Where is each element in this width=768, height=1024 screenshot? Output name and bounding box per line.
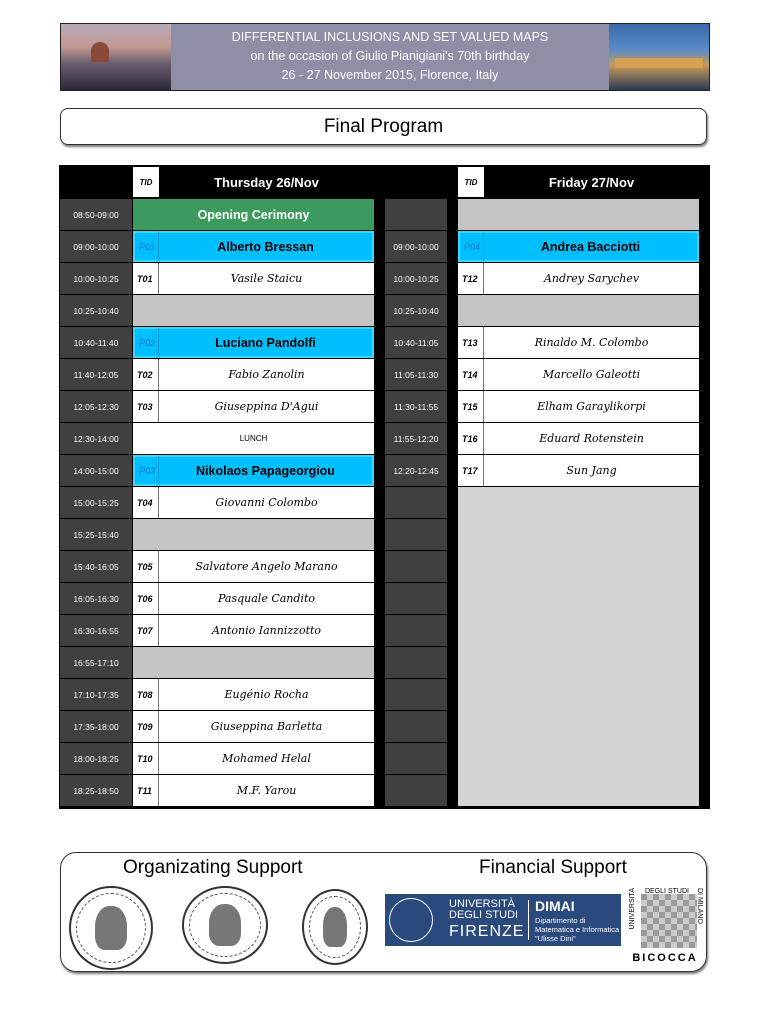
dimai-sub3: "Ulisse Dini" <box>535 934 576 943</box>
talk-id: T09 <box>133 711 159 742</box>
coffee-break <box>458 199 699 230</box>
time-slot-thursday: 08:50-09:00 <box>60 199 132 230</box>
bicocca-logo <box>629 888 701 966</box>
talk-id: T04 <box>133 487 159 518</box>
time-slot-friday: 09:00-10:00 <box>385 231 447 262</box>
time-slot-thursday: 17:10-17:35 <box>60 679 132 710</box>
talk-id: T17 <box>458 455 484 486</box>
time-slot-thursday: 12:30-14:00 <box>60 423 132 454</box>
bicocca-emblem-icon <box>641 894 697 948</box>
time-slot-friday: 11:05-11:30 <box>385 359 447 390</box>
time-slot-thursday: 10:25-10:40 <box>60 295 132 326</box>
unifi-line3: FIRENZE <box>449 923 525 940</box>
conference-banner <box>60 23 710 91</box>
siena-seal-icon <box>302 889 368 965</box>
time-slot-thursday: 17:35-18:00 <box>60 711 132 742</box>
talk-id: T02 <box>133 359 159 390</box>
dimai-sub2: Matematica e Informatica <box>535 925 620 934</box>
talk-speaker: Salvatore Angelo Marano <box>159 551 374 582</box>
talk-id: T01 <box>133 263 159 294</box>
talk-id: T10 <box>133 743 159 774</box>
bicocca-text-a: UNIVERSITA <box>629 888 636 930</box>
organizing-support-heading: Organizating Support <box>123 857 303 878</box>
tid-header-thursday: TID <box>133 167 159 197</box>
dimai-sub1: Dipartimento di <box>535 916 586 925</box>
talk-speaker: Pasquale Candito <box>159 583 374 614</box>
opening-ceremony: Opening Cerimony <box>133 199 374 230</box>
talk-id: P02 <box>133 327 159 358</box>
talk-id: T12 <box>458 263 484 294</box>
talk-id: T16 <box>458 423 484 454</box>
page-title: Final Program <box>60 108 707 145</box>
coffee-break <box>133 519 374 550</box>
talk-speaker: Marcello Galeotti <box>484 359 699 390</box>
time-slot-friday <box>385 615 447 646</box>
time-slot-friday <box>385 743 447 774</box>
talk-id: T03 <box>133 391 159 422</box>
time-slot-thursday: 10:40-11:40 <box>60 327 132 358</box>
support-box <box>60 852 707 972</box>
tid-header-friday: TID <box>458 167 484 197</box>
time-slot-thursday: 16:55-17:10 <box>60 647 132 678</box>
time-slot-thursday: 16:05-16:30 <box>60 583 132 614</box>
banner-subtitle: on the occasion of Giulio Pianigiani's 70th birthday <box>250 49 530 63</box>
time-slot-friday: 10:40-11:05 <box>385 327 447 358</box>
unifi-line2: DEGLI STUDI <box>449 909 519 921</box>
time-slot-friday: 12:20-12:45 <box>385 455 447 486</box>
time-slot-thursday: 15:00-15:25 <box>60 487 132 518</box>
financial-support-heading: Financial Support <box>479 857 627 878</box>
logo-divider <box>528 900 529 940</box>
lunch-break: LUNCH <box>133 423 374 454</box>
time-slot-thursday: 18:00-18:25 <box>60 743 132 774</box>
banner-date: 26 - 27 November 2015, Florence, Italy <box>281 68 499 82</box>
bicocca-text-c: DI MILANO <box>696 888 703 924</box>
time-slot-friday: 11:55-12:20 <box>385 423 447 454</box>
talk-id: T13 <box>458 327 484 358</box>
plenary-speaker: Nikolaos Papageorgiou <box>159 455 374 486</box>
time-slot-thursday: 16:30-16:55 <box>60 615 132 646</box>
time-slot-friday <box>385 583 447 614</box>
schedule-table <box>59 165 710 809</box>
plenary-speaker: Alberto Bressan <box>159 231 374 262</box>
talk-speaker: M.F. Yarou <box>159 775 374 806</box>
plenary-speaker: Andrea Bacciotti <box>484 231 699 262</box>
time-slot-thursday: 10:00-10:25 <box>60 263 132 294</box>
florence-studium-seal-icon <box>182 886 268 964</box>
time-slot-thursday: 18:25-18:50 <box>60 775 132 806</box>
talk-speaker: Eugénio Rocha <box>159 679 374 710</box>
talk-speaker: Elham Garaylikorpi <box>484 391 699 422</box>
time-slot-friday <box>385 551 447 582</box>
talk-speaker: Giuseppina D'Agui <box>159 391 374 422</box>
time-slot-friday <box>385 647 447 678</box>
banner-title: DIFFERENTIAL INCLUSIONS AND SET VALUED MAPS <box>231 30 549 44</box>
time-slot-friday <box>385 775 447 806</box>
talk-id: P01 <box>133 231 159 262</box>
time-slot-friday: 11:30-11:55 <box>385 391 447 422</box>
talk-id: P04 <box>458 231 484 262</box>
talk-id: T11 <box>133 775 159 806</box>
ponte-vecchio-image <box>609 24 709 90</box>
day-header-friday: Friday 27/Nov <box>548 174 635 190</box>
time-slot-friday <box>385 711 447 742</box>
bicocca-text-b: DEGLI STUDI <box>645 888 689 895</box>
talk-speaker: Eduard Rotenstein <box>484 423 699 454</box>
friday-empty-area <box>458 487 699 806</box>
time-slot-friday <box>385 199 447 230</box>
talk-speaker: Rinaldo M. Colombo <box>484 327 699 358</box>
time-slot-thursday: 15:40-16:05 <box>60 551 132 582</box>
unifi-line1: UNIVERSITÀ <box>449 898 516 910</box>
talk-id: T15 <box>458 391 484 422</box>
unifi-dimai-logo <box>385 894 621 946</box>
talk-id: T07 <box>133 615 159 646</box>
time-slot-thursday: 09:00-10:00 <box>60 231 132 262</box>
time-slot-friday <box>385 487 447 518</box>
day-header-thursday: Thursday 26/Nov <box>214 174 319 190</box>
talk-speaker: Giovanni Colombo <box>159 487 374 518</box>
time-slot-friday: 10:25-10:40 <box>385 295 447 326</box>
talk-speaker: Fabio Zanolin <box>159 359 374 390</box>
time-slot-thursday: 14:00-15:00 <box>60 455 132 486</box>
coffee-break <box>133 647 374 678</box>
talk-id: T06 <box>133 583 159 614</box>
talk-speaker: Antonio Iannizzotto <box>159 615 374 646</box>
talk-speaker: Andrey Sarychev <box>484 263 699 294</box>
talk-id: T05 <box>133 551 159 582</box>
coffee-break <box>458 295 699 326</box>
time-slot-thursday: 12:05-12:30 <box>60 391 132 422</box>
talk-id: T08 <box>133 679 159 710</box>
dimai-title: DIMAI <box>535 898 575 914</box>
talk-id: P03 <box>133 455 159 486</box>
talk-id: T14 <box>458 359 484 390</box>
talk-speaker: Sun Jang <box>484 455 699 486</box>
time-slot-thursday: 15:25-15:40 <box>60 519 132 550</box>
florence-skyline-image <box>61 24 171 90</box>
unifi-emblem-icon <box>389 898 433 942</box>
talk-speaker: Mohamed Helal <box>159 743 374 774</box>
time-slot-friday: 10:00-10:25 <box>385 263 447 294</box>
time-slot-friday <box>385 519 447 550</box>
banner-text <box>171 28 609 85</box>
time-slot-friday <box>385 679 447 710</box>
university-seal-icon <box>69 886 153 970</box>
coffee-break <box>133 295 374 326</box>
talk-speaker: Giuseppina Barletta <box>159 711 374 742</box>
plenary-speaker: Luciano Pandolfi <box>159 327 374 358</box>
time-slot-thursday: 11:40-12:05 <box>60 359 132 390</box>
bicocca-name: BICOCCA <box>632 952 698 964</box>
talk-speaker: Vasile Staicu <box>159 263 374 294</box>
